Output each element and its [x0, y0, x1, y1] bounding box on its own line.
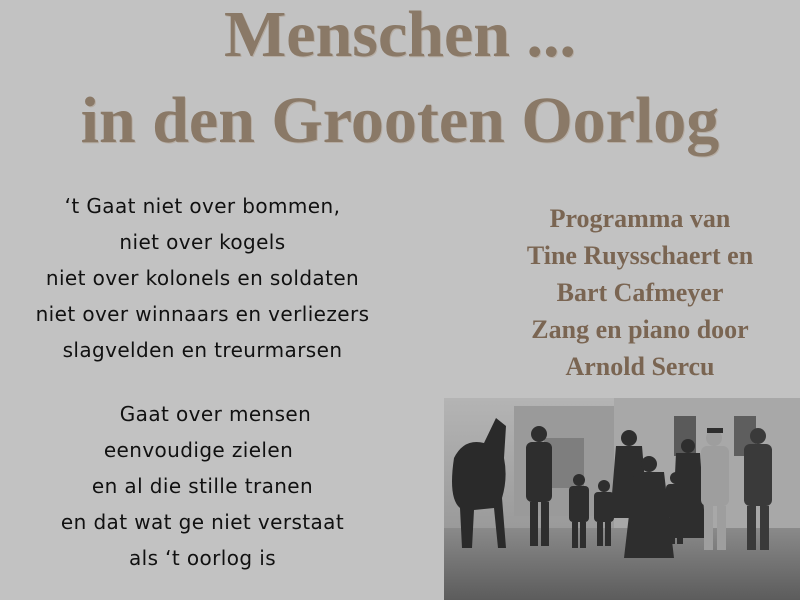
poem-line: niet over winnaars en verliezers [35, 302, 370, 326]
poem-line: Gaat over mensen [119, 402, 312, 426]
historical-group-photo [444, 398, 800, 600]
title-line-1: Menschen ... [224, 0, 576, 71]
credits-line: Bart Cafmeyer [556, 278, 724, 307]
poem-stanza-1 [0, 188, 405, 368]
poem-line: niet over kolonels en soldaten [45, 266, 360, 290]
poem-line: als ‘t oorlog is [128, 546, 277, 570]
poem-line: en al die stille tranen [91, 474, 314, 498]
credits-line: Tine Ruysschaert en [526, 241, 754, 270]
credits-line: Programma van [549, 204, 731, 233]
credits-line: Zang en piano door [531, 315, 749, 344]
title-line-2: in den Grooten Oorlog [80, 84, 720, 157]
program-credits [450, 200, 800, 385]
poem-line: eenvoudige zielen [103, 438, 294, 462]
credits-line: Arnold Sercu [565, 352, 715, 381]
poem-line: niet over kogels [119, 230, 286, 254]
poem-line: slagvelden en treurmarsen [62, 338, 343, 362]
poem-line: en dat wat ge niet verstaat [60, 510, 345, 534]
poem-line: ‘t Gaat niet over bommen, [64, 194, 341, 218]
poem-stanza-2 [0, 396, 405, 576]
